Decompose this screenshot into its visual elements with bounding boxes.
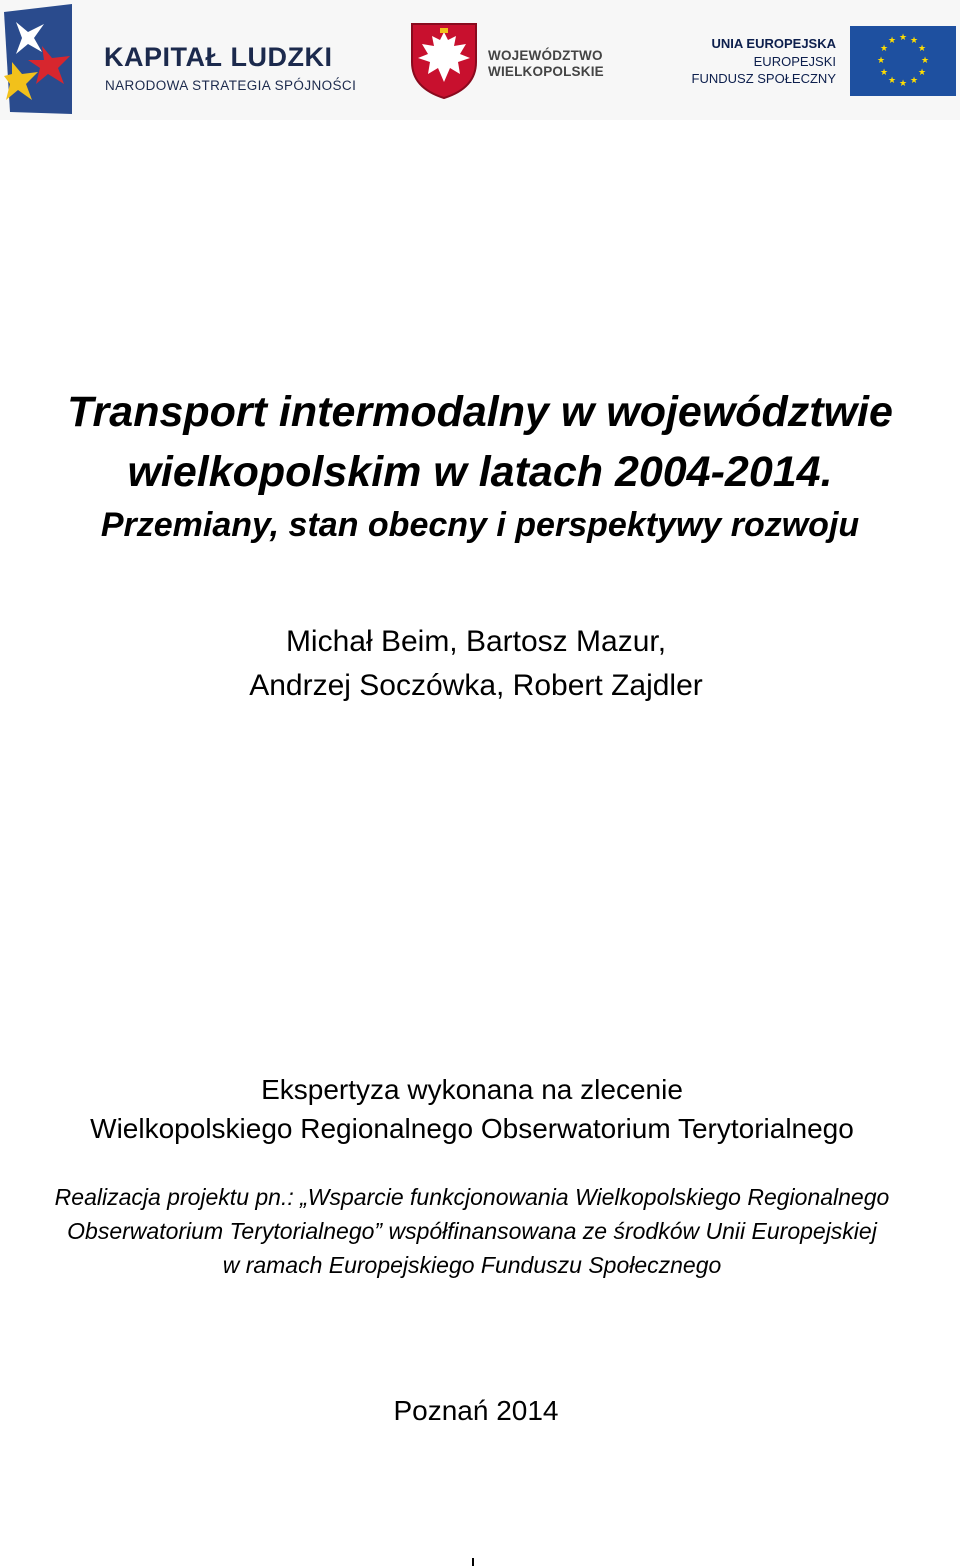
project-line-2: Obserwatorium Terytorialnego” współfinansowana ze środków Unii Europejskiej <box>67 1218 877 1244</box>
eu-flag-icon <box>850 26 956 96</box>
authors-line-2: Andrzej Soczówka, Robert Zajdler <box>249 669 703 702</box>
wojewodztwo-wielkopolskie-logo <box>410 22 610 102</box>
place-and-year: Poznań 2014 <box>393 1395 559 1426</box>
wojewodztwo-line2: WIELKOPOLSKIE <box>488 64 604 79</box>
document-subtitle: Przemiany, stan obecny i perspektywy rozwoju <box>100 506 860 544</box>
eu-social-fund-logo <box>680 26 958 100</box>
svg-text:★: ★ <box>876 56 886 66</box>
kapital-ludzki-emblem-icon <box>4 4 76 116</box>
kapital-ludzki-logo <box>4 4 357 116</box>
svg-text:★: ★ <box>917 44 927 54</box>
project-funding-note <box>0 1180 944 1282</box>
svg-text:★: ★ <box>898 33 908 43</box>
title-line-1: Transport intermodalny w województwie <box>67 388 893 436</box>
title-line-2: wielkopolskim w latach 2004-2014. <box>127 448 833 496</box>
project-line-1: Realizacja projektu pn.: „Wsparcie funkcjonowania Wielkopolskiego Regionalnego <box>54 1184 890 1210</box>
svg-text:★: ★ <box>879 68 889 78</box>
commission-line-2: Wielkopolskiego Regionalnego Obserwatorium Terytorialnego <box>90 1113 854 1144</box>
authors <box>0 620 952 708</box>
eagle-coat-of-arms-icon <box>410 22 478 100</box>
svg-text:★: ★ <box>887 76 897 86</box>
svg-text:★: ★ <box>879 44 889 54</box>
page-mark <box>472 1558 474 1566</box>
svg-text:★: ★ <box>909 76 919 86</box>
eu-stars-icon <box>850 26 956 96</box>
wojewodztwo-line1: WOJEWÓDZTWO <box>488 48 603 63</box>
eu-line2: EUROPEJSKI <box>753 54 836 69</box>
svg-text:★: ★ <box>887 36 897 46</box>
commission-note <box>0 1070 944 1148</box>
eu-line1: UNIA EUROPEJSKA <box>711 36 836 51</box>
svg-text:★: ★ <box>909 36 919 46</box>
svg-text:★: ★ <box>917 68 927 78</box>
commission-line-1: Ekspertyza wykonana na zlecenie <box>261 1074 683 1105</box>
kapital-ludzki-subtitle: NARODOWA STRATEGIA SPÓJNOŚCI <box>105 78 357 93</box>
project-line-3: w ramach Europejskiego Funduszu Społecznego <box>222 1252 722 1278</box>
svg-text:★: ★ <box>898 79 908 89</box>
eu-line3: FUNDUSZ SPOŁECZNY <box>691 71 836 86</box>
logo-bar <box>0 0 960 120</box>
kapital-ludzki-title: KAPITAŁ LUDZKI <box>104 42 333 72</box>
document-title <box>0 382 960 502</box>
svg-text:★: ★ <box>920 56 930 66</box>
authors-line-1: Michał Beim, Bartosz Mazur, <box>285 625 667 658</box>
